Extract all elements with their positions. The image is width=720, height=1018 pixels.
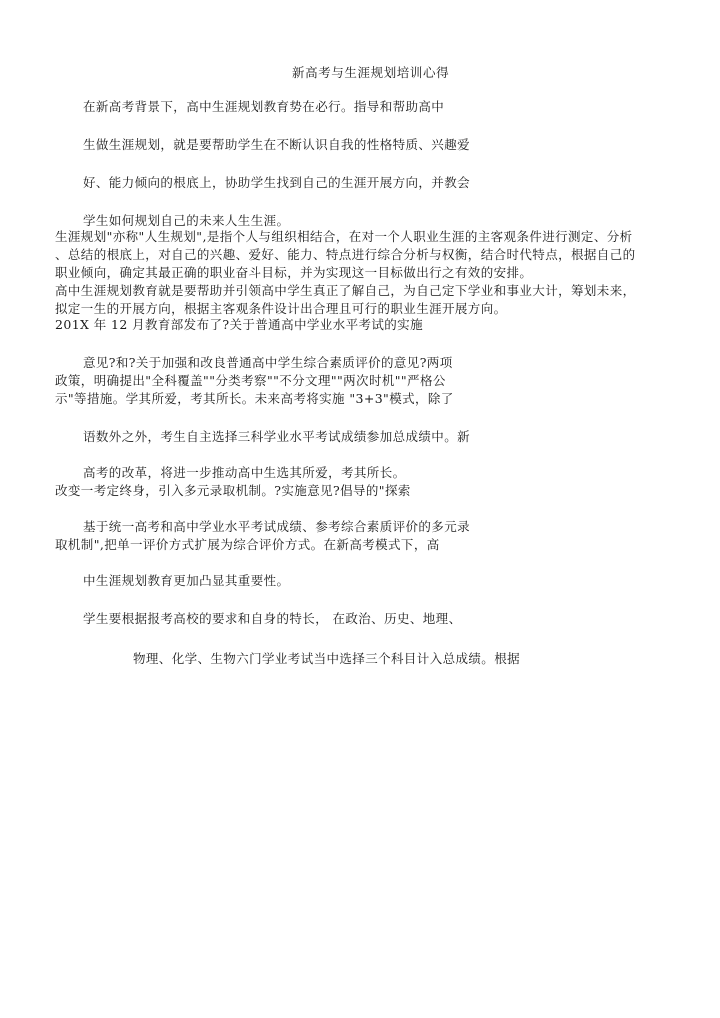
- text-line: 、总结的根底上，对自己的兴趣、爱好、能力、特点进行综合分析与权衡，结合时代特点，根据自己的: [55, 247, 636, 262]
- text-line: 学生要根据报考高校的要求和自身的特长， 在政治、历史、地理、: [83, 611, 462, 626]
- text-line: 生做生涯规划，就是要帮助学生在不断认识自我的性格特质、兴趣爱: [83, 137, 471, 152]
- text-line: 在新高考背景下，高中生涯规划教育势在必行。指导和帮助高中: [83, 99, 445, 114]
- text-line: 基于统一高考和高中学业水平考试成绩、参考综合素质评价的多元录: [83, 519, 471, 534]
- text-line: 高考的改革，将进一步推动高中生选其所爱，考其所长。: [83, 465, 406, 480]
- text-line: 职业倾向，确定其最正确的职业奋斗目标，并为实现这一目标做出行之有效的安排。: [55, 265, 533, 280]
- text-line: 高中生涯规划教育就是要帮助并引领高中学生真正了解自己，为自己定下学业和事业大计，筹划未来，: [55, 283, 636, 298]
- text-line: 中生涯规划教育更加凸显其重要性。: [83, 573, 290, 588]
- text-line: 生涯规划"亦称"人生规划",是指个人与组织相结合，在对一个人职业生涯的主客观条件进行测定、分析: [55, 229, 633, 244]
- text-line: 物理、化学、生物六门学业考试当中选择三个科目计入总成绩。根据: [133, 651, 521, 666]
- text-line: 改变一考定终身，引入多元录取机制。?实施意见?倡导的"探索: [55, 483, 411, 498]
- text-line: 政策，明确提出"全科覆盖""分类考察""不分文理""两次时机""严格公: [55, 373, 446, 388]
- text-line: 拟定一生的开展方向，根据主客观条件设计出合理且可行的职业生涯开展方向。: [55, 301, 507, 316]
- text-line: 好、能力倾向的根底上，协助学生找到自己的生涯开展方向，并教会: [83, 175, 471, 190]
- document-title: 新高考与生涯规划培训心得: [292, 65, 450, 80]
- text-line: 学生如何规划自己的未来人生生涯。: [83, 213, 290, 228]
- text-line: 语数外之外，考生自主选择三科学业水平考试成绩参加总成绩中。新: [83, 429, 471, 444]
- text-line: 示"等措施。学其所爱，考其所长。未来高考将实施 "3+3"模式，除了: [55, 391, 454, 406]
- text-line: 意见?和?关于加强和改良普通高中学生综合素质评价的意见?两项: [83, 355, 453, 370]
- text-line: 201X 年 12 月教育部发布了?关于普通高中学业水平考试的实施: [55, 317, 423, 332]
- text-line: 取机制",把单一评价方式扩展为综合评价方式。在新高考模式下，高: [55, 537, 440, 552]
